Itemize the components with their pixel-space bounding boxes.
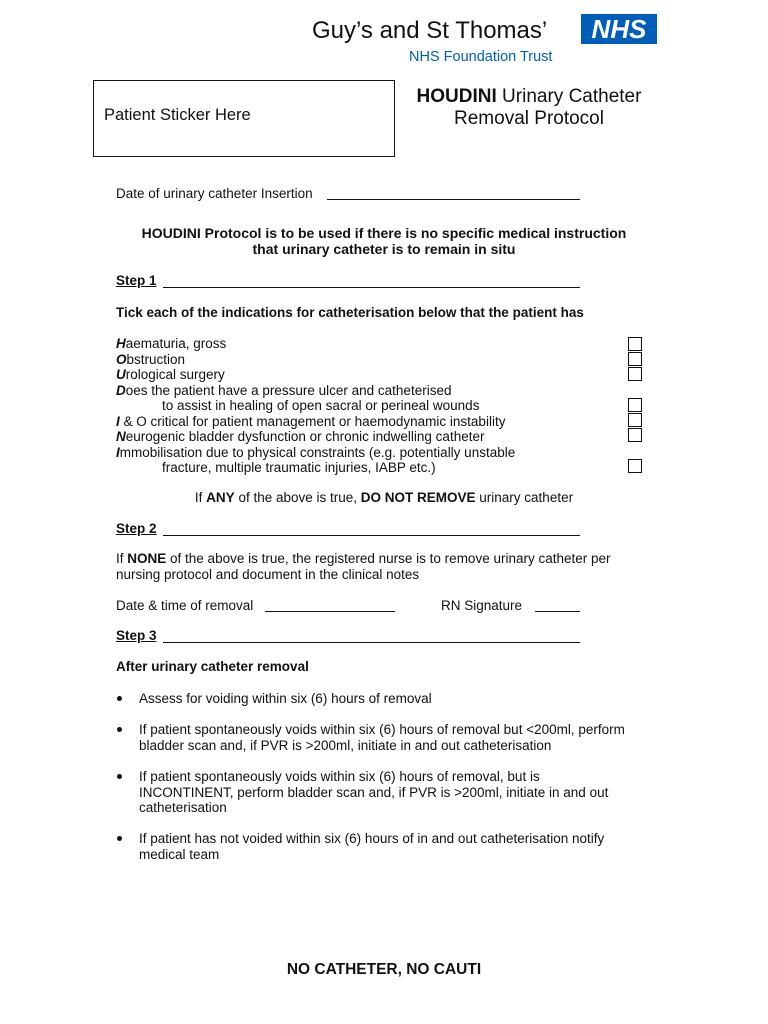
checkbox-haematuria[interactable] xyxy=(628,337,642,351)
do-not-remove-warning: If ANY of the above is true, DO NOT REMOVE urinary catheter xyxy=(194,490,574,505)
step1-line xyxy=(163,273,580,288)
nhs-logo-text: NHS xyxy=(591,14,647,44)
page-title xyxy=(396,86,662,130)
checkbox-urological-surgery[interactable] xyxy=(628,367,642,381)
title-houdini: HOUDINI xyxy=(416,86,497,107)
nhs-logo xyxy=(581,14,657,44)
title-line1: Urinary Catheter xyxy=(496,86,642,107)
title-line2: Removal Protocol xyxy=(454,108,604,129)
bullet-dot xyxy=(117,774,122,779)
indication-pressure-ulcer: Does the patient have a pressure ulcer and catheterised xyxy=(116,382,452,398)
bullet-dot xyxy=(117,696,122,701)
bullet-incontinent: If patient spontaneously voids within six (6) hours of removal, but is INCONTINENT, perform bladder scan and, if PVR is >200ml, initiate in and out catheterisation xyxy=(139,769,609,815)
indication-obstruction: Obstruction xyxy=(116,351,186,367)
trust-name: Guy’s and St Thomas’ xyxy=(312,17,548,44)
bullet-not-voided: If patient has not voided within six (6) hours of in and out catheterisation notify medical team xyxy=(139,831,605,862)
indications-list xyxy=(116,336,616,476)
step1-heading: Tick each of the indications for catheterisation below that the patient has xyxy=(116,305,584,320)
bullet-voids-under-200: If patient spontaneously voids within six (6) hours of removal but <200ml, perform bladder scan and, if PVR is >200ml, initiate in and out catheterisation xyxy=(139,722,625,753)
indication-neurogenic: Neurogenic bladder dysfunction or chronic indwelling catheter xyxy=(116,429,485,444)
insertion-date-field[interactable] xyxy=(327,186,580,200)
checkbox-pressure-ulcer[interactable] xyxy=(628,398,642,412)
indication-immobilisation: Immobilisation due to physical constraints (e.g. potentially unstable xyxy=(116,444,516,460)
checkbox-neurogenic[interactable] xyxy=(628,428,642,442)
removal-date-label: Date & time of removal xyxy=(116,598,254,613)
removal-date-field[interactable] xyxy=(265,598,395,612)
footer-slogan: NO CATHETER, NO CAUTI xyxy=(286,961,482,978)
step2-text: If NONE of the above is true, the registered nurse is to remove urinary catheter per nursing protocol and document in the clinical notes xyxy=(116,551,611,582)
instruction-line1: HOUDINI Protocol is to be used if there is no specific medical instruction xyxy=(141,225,627,241)
bullet-dot xyxy=(117,836,122,841)
step3-heading: After urinary catheter removal xyxy=(116,659,309,674)
rn-signature-label: RN Signature xyxy=(441,598,523,613)
indication-io-critical: I & O critical for patient management or haemodynamic instability xyxy=(116,413,506,429)
trust-subtitle: NHS Foundation Trust xyxy=(409,49,553,65)
indication-immobilisation-cont: fracture, multiple traumatic injuries, IABP etc.) xyxy=(162,460,436,475)
patient-sticker-box xyxy=(93,80,395,157)
step1-label: Step 1 xyxy=(116,273,157,288)
bullet-dot xyxy=(117,727,122,732)
checkbox-obstruction[interactable] xyxy=(628,352,642,366)
indication-haematuria: Haematuria, gross xyxy=(116,336,227,351)
checkbox-io-critical[interactable] xyxy=(628,413,642,427)
step2-line xyxy=(163,521,580,536)
indication-pressure-ulcer-cont: to assist in healing of open sacral or perineal wounds xyxy=(162,398,480,413)
insertion-date-label: Date of urinary catheter Insertion xyxy=(116,186,313,201)
patient-sticker-label: Patient Sticker Here xyxy=(104,106,251,124)
checkbox-immobilisation[interactable] xyxy=(628,459,642,473)
instruction-line2: that urinary catheter is to remain in situ xyxy=(252,241,516,257)
step3-line xyxy=(163,628,580,643)
step2-label: Step 2 xyxy=(116,521,157,536)
bullet-assess-voiding: Assess for voiding within six (6) hours of removal xyxy=(139,691,432,706)
rn-signature-field[interactable] xyxy=(535,598,580,612)
indication-urological-surgery: Urological surgery xyxy=(116,367,225,382)
step3-label: Step 3 xyxy=(116,628,157,643)
protocol-instruction xyxy=(96,225,672,257)
